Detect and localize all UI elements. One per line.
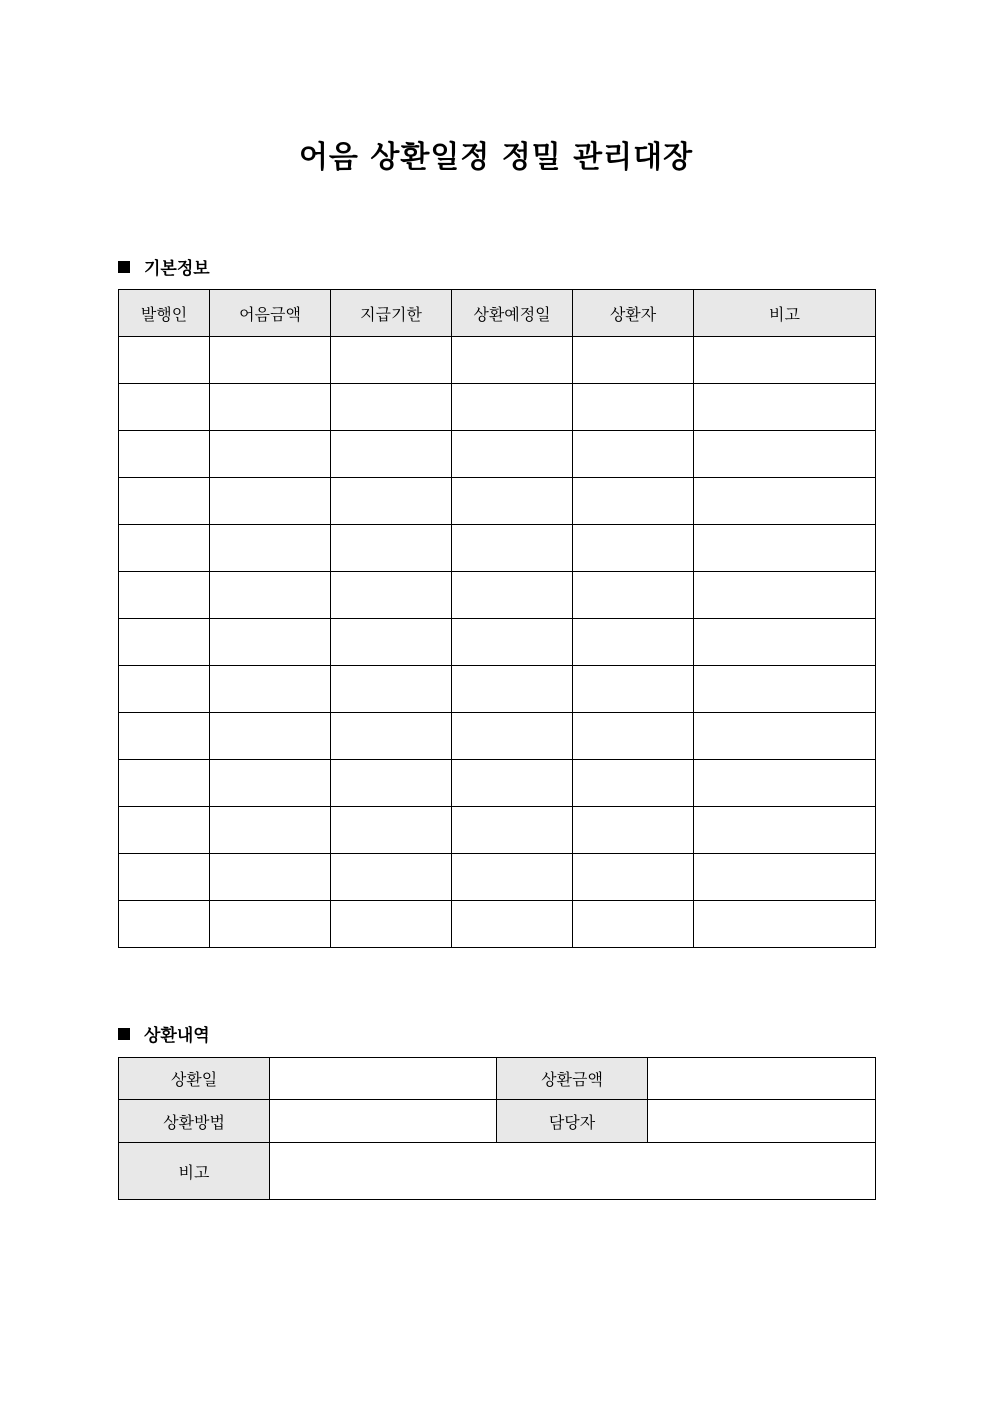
manager-label: 담당자 [497, 1100, 648, 1143]
cell-issuer[interactable] [119, 525, 210, 572]
table-row [119, 337, 876, 384]
cell-bill-amount[interactable] [210, 807, 331, 854]
repay-amount-field[interactable] [648, 1058, 876, 1100]
section-heading-label: 기본정보 [144, 259, 210, 279]
column-header-repayer: 상환자 [573, 290, 694, 337]
cell-bill-amount[interactable] [210, 901, 331, 948]
cell-due-date[interactable] [331, 713, 452, 760]
cell-remarks[interactable] [694, 431, 876, 478]
cell-bill-amount[interactable] [210, 619, 331, 666]
cell-repayer[interactable] [573, 619, 694, 666]
cell-issuer[interactable] [119, 713, 210, 760]
cell-remarks[interactable] [694, 572, 876, 619]
table-row [119, 807, 876, 854]
table-row [119, 666, 876, 713]
remarks-label: 비고 [119, 1143, 270, 1200]
cell-bill-amount[interactable] [210, 713, 331, 760]
cell-repayer[interactable] [573, 807, 694, 854]
cell-planned-repay-date[interactable] [452, 525, 573, 572]
manager-field[interactable] [648, 1100, 876, 1143]
cell-repayer[interactable] [573, 901, 694, 948]
repay-amount-label: 상환금액 [497, 1058, 648, 1100]
cell-due-date[interactable] [331, 431, 452, 478]
table-row [119, 431, 876, 478]
cell-issuer[interactable] [119, 572, 210, 619]
cell-repayer[interactable] [573, 525, 694, 572]
cell-bill-amount[interactable] [210, 572, 331, 619]
cell-repayer[interactable] [573, 760, 694, 807]
section-heading-basic-info [118, 254, 210, 279]
section-heading-repayment [118, 1021, 210, 1046]
cell-planned-repay-date[interactable] [452, 760, 573, 807]
table-row [119, 854, 876, 901]
cell-planned-repay-date[interactable] [452, 666, 573, 713]
cell-issuer[interactable] [119, 384, 210, 431]
repay-date-field[interactable] [270, 1058, 497, 1100]
table-row [119, 1058, 876, 1100]
table-header-row [119, 290, 876, 337]
cell-due-date[interactable] [331, 619, 452, 666]
basic-info-table-body [119, 337, 876, 948]
cell-issuer[interactable] [119, 901, 210, 948]
column-header-remarks: 비고 [694, 290, 876, 337]
table-row [119, 525, 876, 572]
cell-repayer[interactable] [573, 337, 694, 384]
cell-due-date[interactable] [331, 478, 452, 525]
cell-repayer[interactable] [573, 431, 694, 478]
column-header-bill-amount: 어음금액 [210, 290, 331, 337]
square-bullet-icon [118, 261, 130, 273]
table-row [119, 713, 876, 760]
cell-bill-amount[interactable] [210, 666, 331, 713]
cell-issuer[interactable] [119, 760, 210, 807]
cell-planned-repay-date[interactable] [452, 901, 573, 948]
cell-repayer[interactable] [573, 666, 694, 713]
cell-planned-repay-date[interactable] [452, 572, 573, 619]
cell-repayer[interactable] [573, 384, 694, 431]
cell-repayer[interactable] [573, 713, 694, 760]
cell-remarks[interactable] [694, 760, 876, 807]
cell-planned-repay-date[interactable] [452, 619, 573, 666]
cell-issuer[interactable] [119, 619, 210, 666]
repay-method-field[interactable] [270, 1100, 497, 1143]
cell-repayer[interactable] [573, 478, 694, 525]
cell-bill-amount[interactable] [210, 431, 331, 478]
cell-remarks[interactable] [694, 478, 876, 525]
cell-due-date[interactable] [331, 854, 452, 901]
cell-repayer[interactable] [573, 854, 694, 901]
cell-bill-amount[interactable] [210, 384, 331, 431]
cell-planned-repay-date[interactable] [452, 478, 573, 525]
column-header-planned-repay-date: 상환예정일 [452, 290, 573, 337]
cell-due-date[interactable] [331, 760, 452, 807]
cell-due-date[interactable] [331, 901, 452, 948]
column-header-due-date: 지급기한 [331, 290, 452, 337]
cell-repayer[interactable] [573, 572, 694, 619]
cell-due-date[interactable] [331, 572, 452, 619]
cell-issuer[interactable] [119, 807, 210, 854]
cell-remarks[interactable] [694, 854, 876, 901]
cell-planned-repay-date[interactable] [452, 807, 573, 854]
cell-bill-amount[interactable] [210, 525, 331, 572]
cell-planned-repay-date[interactable] [452, 854, 573, 901]
table-row [119, 619, 876, 666]
cell-due-date[interactable] [331, 666, 452, 713]
cell-issuer[interactable] [119, 431, 210, 478]
cell-remarks[interactable] [694, 619, 876, 666]
cell-issuer[interactable] [119, 337, 210, 384]
table-row [119, 901, 876, 948]
column-header-issuer: 발행인 [119, 290, 210, 337]
table-row [119, 1143, 876, 1200]
cell-due-date[interactable] [331, 807, 452, 854]
cell-issuer[interactable] [119, 854, 210, 901]
repay-date-label: 상환일 [119, 1058, 270, 1100]
cell-bill-amount[interactable] [210, 337, 331, 384]
table-row [119, 1100, 876, 1143]
cell-bill-amount[interactable] [210, 854, 331, 901]
table-row [119, 384, 876, 431]
cell-remarks[interactable] [694, 525, 876, 572]
cell-remarks[interactable] [694, 384, 876, 431]
cell-bill-amount[interactable] [210, 478, 331, 525]
table-row [119, 572, 876, 619]
cell-due-date[interactable] [331, 384, 452, 431]
cell-bill-amount[interactable] [210, 760, 331, 807]
cell-planned-repay-date[interactable] [452, 337, 573, 384]
section-heading-label: 상환내역 [144, 1026, 210, 1046]
table-row [119, 478, 876, 525]
square-bullet-icon [118, 1028, 130, 1040]
cell-remarks[interactable] [694, 807, 876, 854]
cell-due-date[interactable] [331, 337, 452, 384]
document-title: 어음 상환일정 정밀 관리대장 [298, 140, 694, 175]
basic-info-table [118, 289, 876, 948]
cell-remarks[interactable] [694, 713, 876, 760]
cell-due-date[interactable] [331, 525, 452, 572]
cell-planned-repay-date[interactable] [452, 384, 573, 431]
remarks-field[interactable] [270, 1143, 876, 1200]
cell-issuer[interactable] [119, 666, 210, 713]
cell-planned-repay-date[interactable] [452, 713, 573, 760]
table-row [119, 760, 876, 807]
repay-method-label: 상환방법 [119, 1100, 270, 1143]
cell-remarks[interactable] [694, 666, 876, 713]
cell-issuer[interactable] [119, 478, 210, 525]
repayment-table [118, 1057, 876, 1200]
cell-remarks[interactable] [694, 337, 876, 384]
cell-remarks[interactable] [694, 901, 876, 948]
cell-planned-repay-date[interactable] [452, 431, 573, 478]
